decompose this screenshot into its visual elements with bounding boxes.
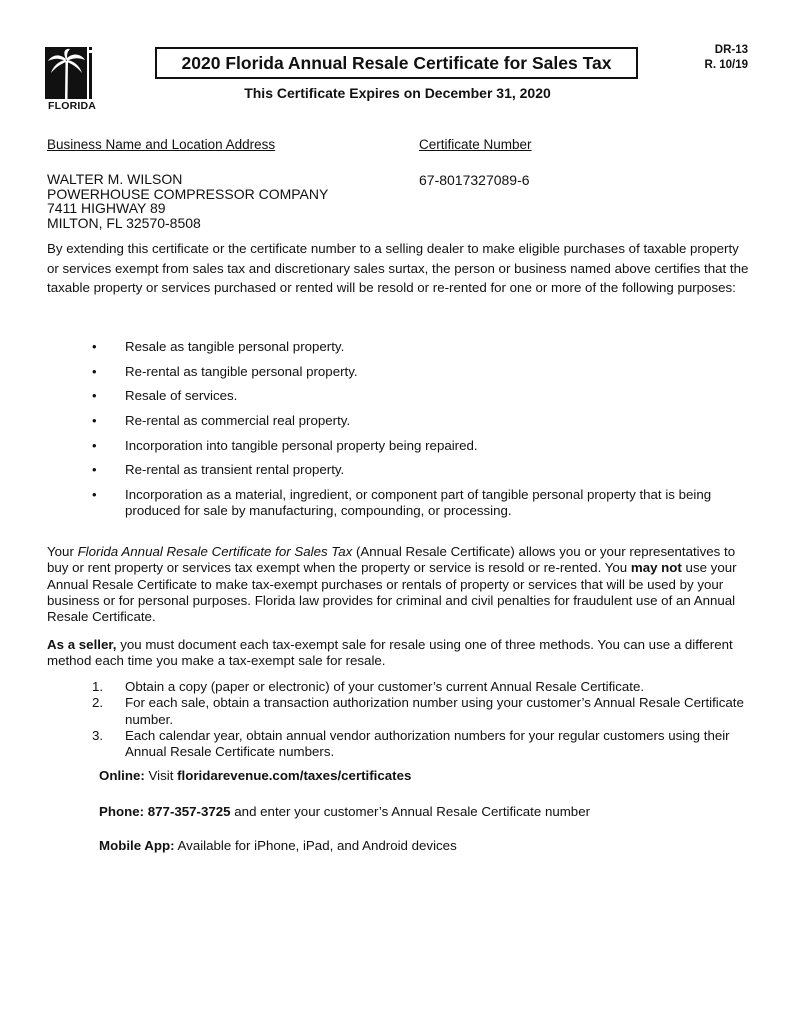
list-item: • Resale of services. [92,388,238,404]
list-item: 1. Obtain a copy (paper or electronic) of your customer’s current Annual Resale Certificate. [92,679,645,694]
list-item: • Resale as tangible personal property. [92,339,345,354]
form-number: DR-13 [714,44,748,56]
online-link[interactable]: floridarevenue.com/taxes/certificates [177,768,412,783]
form-identifier [676,43,748,73]
business-name: POWERHOUSE COMPRESSOR COMPANY [47,185,329,202]
business-street: 7411 HIGHWAY 89 [47,200,166,216]
business-heading: Business Name and Location Address [47,137,276,152]
palm-tree-icon [45,47,97,101]
business-owner: WALTER M. WILSON [47,171,183,187]
list-item: • Incorporation as a material, ingredient, or component part of tangible personal property that is being produced for sale by manufacturing, compounding, or processing. [92,487,712,518]
certificate-number: 67-8017327089-6 [419,172,530,188]
emphasis-text: may not [630,560,682,576]
phone-contact: Phone: 877-357-3725 and enter your customer’s Annual Resale Certificate number [99,804,591,819]
phone-number: 877-357-3725 [144,804,231,819]
document-title [155,47,638,79]
form-revision: R. 10/19 [704,59,748,71]
list-item: • Incorporation into tangible personal property being repaired. [92,437,478,453]
list-item: 3. Each calendar year, obtain annual vendor authorization numbers for your regular customers using their Annual Resale Certificate numbers. [92,727,730,760]
certificate-number-heading: Certificate Number [419,137,532,152]
list-item: 2. For each sale, obtain a transaction authorization number using your customer’s Annual Resale Certificate number. [92,695,744,727]
list-item: • Re-rental as transient rental property. [92,462,345,478]
list-item: • Re-rental as tangible personal property. [92,363,358,379]
seller-lead: As a seller, [47,637,117,652]
expiration-notice: This Certificate Expires on December 31, 2020 [244,85,551,101]
logo-wordmark: FLORIDA [47,100,97,112]
purpose-list [92,339,742,527]
title-text: 2020 Florida Annual Resale Certificate for Sales Tax [181,52,612,73]
business-city: MILTON, FL 32570-8508 [47,214,201,231]
usage-paragraph: Your Florida Annual Resale Certificate for Sales Tax (Annual Resale Certificate) allows you or your representatives to buy or rent property or services tax exempt when the property or service is resold or re-rented. You may not use your Annual Resale Certificate to make tax-exempt purchases or rentals of property or services that will be used by your business or for personal purposes. Florida law provides for criminal and civil penalties for fraudulent use of an Annual Resale Certificate. [47,544,737,625]
intro-paragraph: By extending this certificate or the certificate number to a selling dealer to make eligible purchases of taxable property or services exempt from sales tax and discretionary sales surtax, the person or business named above certifies that the taxable property or services purchased or rented will be resold or re-rented for one or more of the following purposes: [47,241,749,295]
seller-paragraph: As a seller, you must document each tax-exempt sale for resale using one of three methods. You can use a different method each time you make a tax-exempt sale for resale. [47,637,733,669]
method-list [92,679,752,760]
business-address [47,172,328,230]
online-contact: Online: Visit floridarevenue.com/taxes/certificates [99,768,412,783]
list-item: • Re-rental as commercial real property. [92,413,351,429]
document-name: Florida Annual Resale Certificate for Sales Tax [77,544,353,559]
mobile-contact: Mobile App: Available for iPhone, iPad, and Android devices [99,838,457,853]
